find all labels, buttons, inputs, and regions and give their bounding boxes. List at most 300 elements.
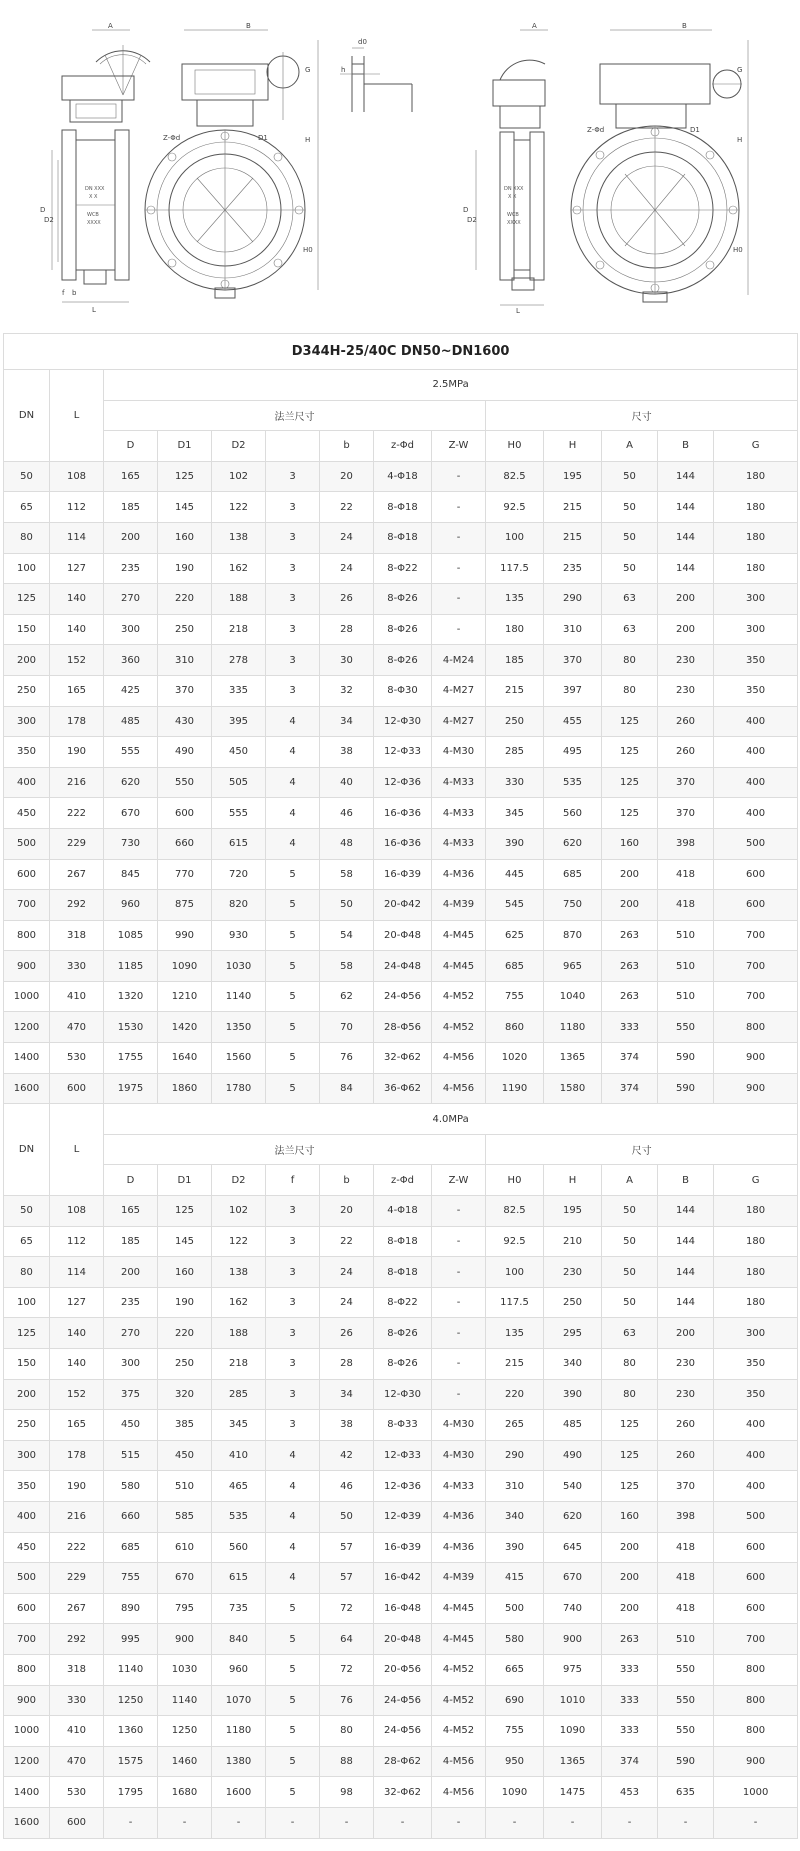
table-cell: 63: [602, 614, 658, 645]
table-cell: 28: [320, 614, 374, 645]
table-cell: 98: [320, 1777, 374, 1808]
table-cell: 495: [544, 737, 602, 768]
table-title: D344H-25/40C DN50~DN1600: [4, 334, 798, 370]
table-cell: 292: [50, 1624, 104, 1655]
table-cell: 515: [104, 1440, 158, 1471]
table-cell: 635: [658, 1777, 714, 1808]
table-cell: 22: [320, 1226, 374, 1257]
table-cell: 4-M39: [432, 1563, 486, 1594]
table-cell: 117.5: [486, 1287, 544, 1318]
table-cell: 263: [602, 1624, 658, 1655]
table-cell: 310: [486, 1471, 544, 1502]
table-cell: 16-Φ36: [374, 828, 432, 859]
table-cell: 138: [212, 1257, 266, 1288]
table-cell: 4: [266, 767, 320, 798]
section-group-row: [4, 400, 798, 431]
table-cell: 200: [602, 1532, 658, 1563]
table-row: [4, 1196, 798, 1227]
table-cell: 418: [658, 859, 714, 890]
label-xxxx: XXXX: [87, 220, 101, 226]
header-cell: A: [602, 431, 658, 462]
table-cell: 4-M33: [432, 1471, 486, 1502]
table-cell: 3: [266, 1196, 320, 1227]
table-cell: 26: [320, 584, 374, 615]
table-cell: 1000: [4, 981, 50, 1012]
table-cell: 20: [320, 461, 374, 492]
label-a-right: A: [532, 22, 537, 30]
table-cell: 350: [4, 1471, 50, 1502]
table-cell: 400: [714, 737, 798, 768]
table-cell: 50: [602, 1196, 658, 1227]
table-cell: 550: [158, 767, 212, 798]
header-pressure: 4.0MPa: [104, 1104, 798, 1135]
table-cell: 24-Φ48: [374, 951, 432, 982]
table-cell: 530: [50, 1777, 104, 1808]
table-row: [4, 675, 798, 706]
table-cell: 4-M52: [432, 1654, 486, 1685]
table-cell: 845: [104, 859, 158, 890]
table-cell: 645: [544, 1532, 602, 1563]
table-cell: 470: [50, 1746, 104, 1777]
table-cell: 1795: [104, 1777, 158, 1808]
table-cell: 1040: [544, 981, 602, 1012]
table-cell: 1020: [486, 1043, 544, 1074]
table-cell: 1070: [212, 1685, 266, 1716]
table-cell: 108: [50, 461, 104, 492]
table-cell: 1030: [212, 951, 266, 982]
table-cell: 260: [658, 706, 714, 737]
table-cell: 1400: [4, 1777, 50, 1808]
label-h-right: H: [737, 136, 743, 144]
table-cell: 230: [544, 1257, 602, 1288]
table-cell: 180: [486, 614, 544, 645]
table-cell: 700: [714, 951, 798, 982]
table-cell: 114: [50, 1257, 104, 1288]
table-cell: 100: [4, 553, 50, 584]
table-cell: 600: [714, 890, 798, 921]
table-cell: 5: [266, 1012, 320, 1043]
table-cell: 190: [158, 1287, 212, 1318]
table-cell: 5: [266, 1716, 320, 1747]
table-cell: 330: [50, 1685, 104, 1716]
table-cell: 1030: [158, 1654, 212, 1685]
table-cell: 890: [104, 1593, 158, 1624]
table-cell: 38: [320, 737, 374, 768]
table-cell: 50: [602, 1257, 658, 1288]
header-cell: B: [658, 431, 714, 462]
table-cell: 58: [320, 951, 374, 982]
table-cell: 144: [658, 553, 714, 584]
table-cell: 125: [602, 1410, 658, 1441]
table-cell: 63: [602, 584, 658, 615]
label-f: f: [62, 289, 65, 297]
table-cell: 1560: [212, 1043, 266, 1074]
table-row: [4, 798, 798, 829]
table-cell: 700: [714, 981, 798, 1012]
table-cell: 900: [4, 951, 50, 982]
label-xxxx-right: XXXX: [507, 220, 521, 226]
table-cell: 550: [658, 1716, 714, 1747]
table-cell: 12-Φ36: [374, 1471, 432, 1502]
table-cell: 4-M30: [432, 1410, 486, 1441]
table-cell: 1000: [714, 1777, 798, 1808]
table-cell: 350: [714, 1349, 798, 1380]
table-cell: 3: [266, 1226, 320, 1257]
table-cell: 1755: [104, 1043, 158, 1074]
table-cell: 190: [50, 1471, 104, 1502]
table-cell: 5: [266, 1043, 320, 1074]
table-row: [4, 522, 798, 553]
label-wcb-right: WCB: [507, 212, 519, 218]
table-row: [4, 920, 798, 951]
table-cell: 140: [50, 614, 104, 645]
table-cell: 28-Φ56: [374, 1012, 432, 1043]
table-cell: 4-M30: [432, 737, 486, 768]
table-cell: 12-Φ30: [374, 1379, 432, 1410]
table-cell: -: [320, 1807, 374, 1838]
table-cell: 3: [266, 1379, 320, 1410]
table-cell: 1350: [212, 1012, 266, 1043]
table-cell: 144: [658, 461, 714, 492]
table-cell: 445: [486, 859, 544, 890]
label-pn: X X: [89, 194, 98, 200]
label-h0-right: H0: [733, 246, 743, 254]
table-cell: 8-Φ26: [374, 1318, 432, 1349]
header-cell: H0: [486, 431, 544, 462]
table-cell: 4-M56: [432, 1777, 486, 1808]
table-cell: 400: [714, 1440, 798, 1471]
table-cell: 165: [104, 461, 158, 492]
header-cell: D2: [212, 1165, 266, 1196]
table-cell: 333: [602, 1685, 658, 1716]
table-cell: 230: [658, 1379, 714, 1410]
front-view-right: [571, 22, 748, 302]
table-cell: 333: [602, 1716, 658, 1747]
table-cell: 180: [714, 522, 798, 553]
table-cell: 80: [602, 645, 658, 676]
table-row: [4, 981, 798, 1012]
table-cell: 150: [4, 614, 50, 645]
table-cell: 4-M36: [432, 1532, 486, 1563]
table-cell: 4-M45: [432, 951, 486, 982]
table-cell: 590: [658, 1043, 714, 1074]
table-cell: 50: [602, 522, 658, 553]
table-cell: 750: [544, 890, 602, 921]
table-cell: 800: [714, 1012, 798, 1043]
table-cell: 270: [104, 584, 158, 615]
table-cell: -: [266, 1807, 320, 1838]
table-cell: 5: [266, 1777, 320, 1808]
table-cell: 4-M24: [432, 645, 486, 676]
label-b-right: B: [682, 22, 687, 30]
table-cell: 24: [320, 553, 374, 584]
table-cell: 398: [658, 828, 714, 859]
table-row: [4, 1410, 798, 1441]
table-cell: 1575: [104, 1746, 158, 1777]
table-cell: 200: [104, 522, 158, 553]
table-cell: 4-M56: [432, 1746, 486, 1777]
table-cell: 70: [320, 1012, 374, 1043]
table-cell: 3: [266, 553, 320, 584]
table-row: [4, 1593, 798, 1624]
table-cell: 24-Φ56: [374, 1685, 432, 1716]
header-cell: G: [714, 1165, 798, 1196]
table-cell: 610: [158, 1532, 212, 1563]
table-cell: 72: [320, 1654, 374, 1685]
table-cell: 730: [104, 828, 158, 859]
table-cell: 200: [658, 614, 714, 645]
header-cell: D: [104, 431, 158, 462]
label-d: D: [40, 206, 46, 214]
table-cell: 4-M52: [432, 1716, 486, 1747]
table-cell: 5: [266, 920, 320, 951]
table-cell: 600: [714, 1593, 798, 1624]
table-cell: 188: [212, 584, 266, 615]
table-cell: 127: [50, 1287, 104, 1318]
table-cell: 24: [320, 1287, 374, 1318]
table-cell: 1600: [212, 1777, 266, 1808]
table-cell: 860: [486, 1012, 544, 1043]
table-cell: 263: [602, 920, 658, 951]
table-cell: -: [432, 584, 486, 615]
table-cell: 260: [658, 1440, 714, 1471]
table-cell: 180: [714, 1257, 798, 1288]
table-cell: 485: [544, 1410, 602, 1441]
table-cell: 32-Φ62: [374, 1043, 432, 1074]
table-cell: 465: [212, 1471, 266, 1502]
header-flange-group: 法兰尺寸: [104, 400, 486, 431]
table-cell: 144: [658, 1196, 714, 1227]
table-cell: 5: [266, 1624, 320, 1655]
table-cell: 138: [212, 522, 266, 553]
table-cell: 600: [4, 859, 50, 890]
table-cell: 8-Φ22: [374, 553, 432, 584]
table-cell: 162: [212, 553, 266, 584]
table-cell: 260: [658, 737, 714, 768]
table-cell: 318: [50, 920, 104, 951]
table-cell: 965: [544, 951, 602, 982]
table-cell: 200: [602, 1593, 658, 1624]
table-cell: 22: [320, 492, 374, 523]
table-cell: 4-M45: [432, 1593, 486, 1624]
table-cell: 125: [602, 767, 658, 798]
table-cell: 144: [658, 1287, 714, 1318]
table-cell: 550: [658, 1012, 714, 1043]
table-cell: 4-M33: [432, 767, 486, 798]
table-cell: 900: [714, 1073, 798, 1104]
table-cell: 34: [320, 706, 374, 737]
table-cell: 122: [212, 1226, 266, 1257]
table-cell: 615: [212, 828, 266, 859]
label-l: L: [92, 306, 96, 314]
table-cell: 300: [104, 1349, 158, 1380]
table-cell: 145: [158, 492, 212, 523]
table-cell: 345: [212, 1410, 266, 1441]
table-cell: 585: [158, 1501, 212, 1532]
header-flange-group: 法兰尺寸: [104, 1134, 486, 1165]
table-cell: 125: [158, 461, 212, 492]
table-cell: 555: [212, 798, 266, 829]
table-cell: 960: [104, 890, 158, 921]
table-cell: 4-M39: [432, 890, 486, 921]
table-cell: 50: [602, 1287, 658, 1318]
table-cell: 180: [714, 553, 798, 584]
table-cell: 20-Φ48: [374, 920, 432, 951]
table-cell: 63: [602, 1318, 658, 1349]
header-pressure: 2.5MPa: [104, 370, 798, 401]
table-title-row: [4, 334, 798, 370]
table-cell: 545: [486, 890, 544, 921]
table-cell: 1860: [158, 1073, 212, 1104]
table-cell: 4: [266, 1471, 320, 1502]
table-cell: 82.5: [486, 1196, 544, 1227]
table-cell: 333: [602, 1654, 658, 1685]
table-cell: -: [432, 1226, 486, 1257]
table-cell: 80: [320, 1716, 374, 1747]
table-cell: 800: [714, 1654, 798, 1685]
table-cell: 875: [158, 890, 212, 921]
table-cell: 267: [50, 1593, 104, 1624]
table-cell: 400: [4, 1501, 50, 1532]
table-cell: 350: [714, 1379, 798, 1410]
table-cell: 700: [4, 890, 50, 921]
table-cell: 144: [658, 1257, 714, 1288]
header-cell: D: [104, 1165, 158, 1196]
table-cell: 4-M45: [432, 920, 486, 951]
table-cell: 50: [602, 553, 658, 584]
table-cell: 125: [602, 737, 658, 768]
table-cell: 1975: [104, 1073, 158, 1104]
label-l-right: L: [516, 307, 520, 315]
table-cell: 4-M33: [432, 828, 486, 859]
table-cell: 3: [266, 1410, 320, 1441]
table-cell: 12-Φ30: [374, 706, 432, 737]
header-cell: b: [320, 431, 374, 462]
table-cell: 250: [158, 614, 212, 645]
table-row: [4, 1287, 798, 1318]
table-cell: 400: [4, 767, 50, 798]
table-cell: -: [432, 1807, 486, 1838]
table-cell: 600: [158, 798, 212, 829]
table-cell: 1180: [212, 1716, 266, 1747]
table-cell: 230: [658, 675, 714, 706]
label-h: H: [305, 136, 311, 144]
table-row: [4, 1654, 798, 1685]
table-cell: 350: [714, 645, 798, 676]
table-cell: -: [432, 1196, 486, 1227]
table-row: [4, 1777, 798, 1808]
table-cell: 125: [4, 584, 50, 615]
table-cell: 300: [714, 584, 798, 615]
table-cell: 385: [158, 1410, 212, 1441]
table-cell: 12-Φ33: [374, 737, 432, 768]
table-cell: 1640: [158, 1043, 212, 1074]
table-cell: 180: [714, 1287, 798, 1318]
table-cell: 500: [4, 1563, 50, 1594]
table-cell: 127: [50, 553, 104, 584]
table-cell: -: [432, 553, 486, 584]
table-row: [4, 461, 798, 492]
table-cell: 374: [602, 1746, 658, 1777]
table-cell: 4-M56: [432, 1073, 486, 1104]
table-cell: 80: [4, 522, 50, 553]
table-cell: 425: [104, 675, 158, 706]
table-cell: 160: [602, 828, 658, 859]
section-subheader-row: [4, 1165, 798, 1196]
table-cell: 1530: [104, 1012, 158, 1043]
table-cell: 900: [714, 1043, 798, 1074]
spec-table-wrapper: [3, 333, 797, 1839]
label-a: A: [108, 22, 113, 30]
table-cell: 82.5: [486, 461, 544, 492]
table-cell: 820: [212, 890, 266, 921]
table-cell: 285: [212, 1379, 266, 1410]
table-cell: 600: [714, 1563, 798, 1594]
table-cell: 300: [714, 614, 798, 645]
table-cell: 800: [714, 1685, 798, 1716]
table-row: [4, 1440, 798, 1471]
section-subheader-row: [4, 431, 798, 462]
table-cell: 453: [602, 1777, 658, 1808]
table-cell: 4-M52: [432, 981, 486, 1012]
label-dn-right: DN XXX: [504, 186, 524, 192]
table-cell: 57: [320, 1563, 374, 1594]
table-cell: 215: [544, 492, 602, 523]
table-cell: 4-M52: [432, 1685, 486, 1716]
table-cell: 8-Φ18: [374, 1257, 432, 1288]
table-cell: 1250: [158, 1716, 212, 1747]
table-cell: 4: [266, 1563, 320, 1594]
table-cell: 5: [266, 1654, 320, 1685]
table-cell: 152: [50, 1379, 104, 1410]
table-cell: 770: [158, 859, 212, 890]
table-cell: 125: [602, 798, 658, 829]
table-cell: 40: [320, 767, 374, 798]
table-cell: 295: [544, 1318, 602, 1349]
label-d0: d0: [358, 38, 367, 46]
table-cell: 300: [4, 1440, 50, 1471]
table-cell: 450: [104, 1410, 158, 1441]
table-cell: 92.5: [486, 1226, 544, 1257]
table-cell: 400: [714, 767, 798, 798]
table-cell: 20-Φ42: [374, 890, 432, 921]
header-cell: Z-W: [432, 1165, 486, 1196]
table-cell: 470: [50, 1012, 104, 1043]
table-cell: 370: [544, 645, 602, 676]
table-cell: 1600: [4, 1807, 50, 1838]
table-cell: 3: [266, 492, 320, 523]
table-cell: -: [158, 1807, 212, 1838]
table-cell: 58: [320, 859, 374, 890]
table-cell: 1365: [544, 1746, 602, 1777]
table-cell: -: [432, 1349, 486, 1380]
table-cell: 235: [104, 553, 158, 584]
label-h0: H0: [303, 246, 313, 254]
table-cell: 135: [486, 584, 544, 615]
table-row: [4, 1073, 798, 1104]
table-cell: 180: [714, 492, 798, 523]
header-dn: DN: [4, 370, 50, 462]
table-cell: 8-Φ26: [374, 584, 432, 615]
table-cell: 8-Φ33: [374, 1410, 432, 1441]
table-cell: 24-Φ56: [374, 1716, 432, 1747]
table-row: [4, 737, 798, 768]
table-cell: 200: [602, 1563, 658, 1594]
table-cell: 975: [544, 1654, 602, 1685]
table-row: [4, 1685, 798, 1716]
table-cell: 3: [266, 584, 320, 615]
table-cell: 140: [50, 584, 104, 615]
